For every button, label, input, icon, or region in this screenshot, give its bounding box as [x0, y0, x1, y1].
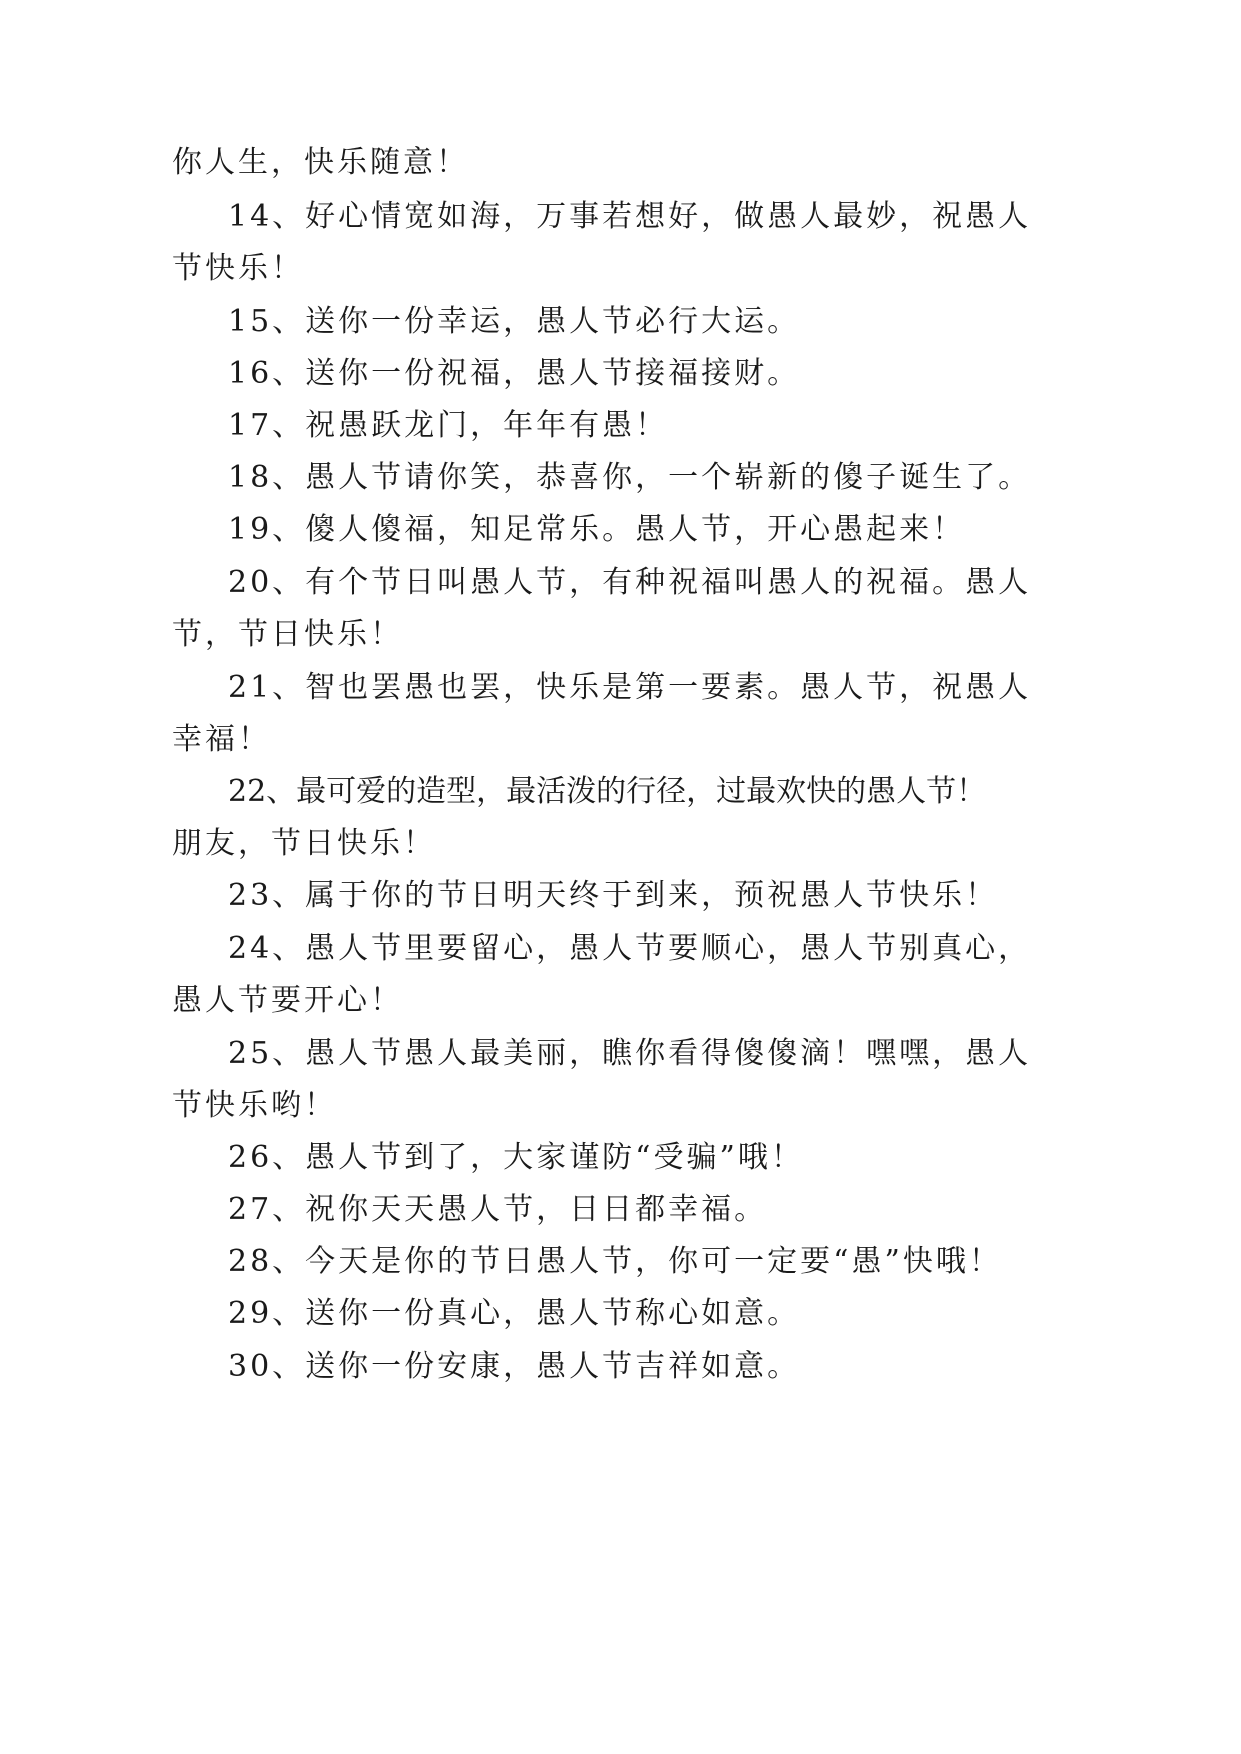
text-line: 朋友，节日快乐！ [172, 826, 436, 861]
list-item-15: 15、送你一份幸运，愚人节必行大运。 [228, 304, 801, 339]
list-item-24: 24、愚人节里要留心，愚人节要顺心，愚人节别真心， [228, 931, 1032, 966]
text-line: 愚人节要开心！ [172, 983, 403, 1018]
list-item-25: 25、愚人节愚人最美丽，瞧你看得傻傻滴！嘿嘿，愚人 [228, 1036, 1032, 1071]
list-item-28: 28、今天是你的节日愚人节，你可一定要“愚”快哦！ [228, 1244, 1002, 1279]
list-item-29: 29、送你一份真心，愚人节称心如意。 [228, 1296, 801, 1331]
list-item-18: 18、愚人节请你笑，恭喜你，一个崭新的傻子诞生了。 [228, 460, 1032, 495]
list-item-26: 26、愚人节到了，大家谨防“受骗”哦！ [228, 1140, 804, 1175]
text-line: 你人生，快乐随意！ [172, 145, 469, 180]
list-item-23: 23、属于你的节日明天终于到来，预祝愚人节快乐！ [228, 878, 999, 913]
text-line: 幸福！ [172, 722, 271, 757]
list-item-20: 20、有个节日叫愚人节，有种祝福叫愚人的祝福。愚人 [228, 565, 1032, 600]
list-item-19: 19、傻人傻福，知足常乐。愚人节，开心愚起来！ [228, 512, 966, 547]
list-item-17: 17、祝愚跃龙门，年年有愚！ [228, 408, 669, 443]
text-line: 节快乐！ [172, 251, 304, 286]
list-item-30: 30、送你一份安康，愚人节吉祥如意。 [228, 1349, 801, 1384]
text-line: 节，节日快乐！ [172, 617, 403, 652]
list-item-22: 22、最可爱的造型，最活泼的行径，过最欢快的愚人节！ [228, 774, 987, 809]
list-item-16: 16、送你一份祝福，愚人节接福接财。 [228, 356, 801, 391]
list-item-14: 14、好心情宽如海，万事若想好，做愚人最妙，祝愚人 [228, 199, 1032, 234]
list-item-27: 27、祝你天天愚人节，日日都幸福。 [228, 1192, 768, 1227]
list-item-21: 21、智也罢愚也罢，快乐是第一要素。愚人节，祝愚人 [228, 670, 1032, 705]
text-line: 节快乐哟！ [172, 1088, 337, 1123]
